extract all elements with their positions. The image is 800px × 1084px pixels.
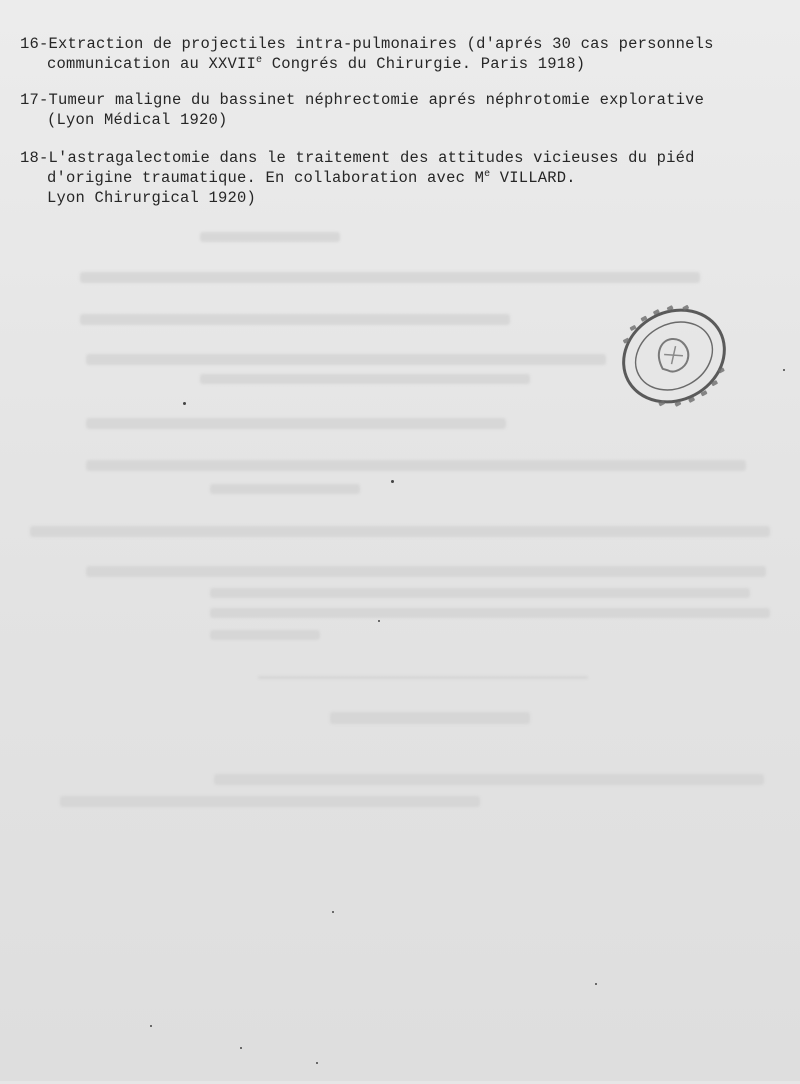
paper-speck	[391, 480, 394, 483]
entry-16-line-2b: Congrés du Chirurgie. Paris 1918)	[262, 55, 586, 73]
oval-ink-stamp-icon	[618, 300, 730, 412]
paper-speck	[316, 1062, 318, 1064]
entry-18-line-2b: VILLARD.	[490, 169, 576, 187]
entry-18-first-line: 18-L'astragalectomie dans le traitement des attitudes vicieuses du piéd	[20, 149, 695, 167]
entry-16-first-line: 16-Extraction de projectiles intra-pulmonaires (d'aprés 30 cas personnels	[20, 35, 714, 53]
paper-speck	[183, 402, 186, 405]
entry-16-superscript: e	[256, 55, 263, 66]
paper-speck	[240, 1047, 242, 1049]
entry-18-third-line: Lyon Chirurgical 1920)	[47, 189, 257, 207]
paper-speck	[150, 1025, 152, 1027]
paper-speck	[595, 983, 597, 985]
publication-list	[20, 34, 790, 208]
entry-17-first-line: 17-Tumeur maligne du bassinet néphrectomie aprés néphrotomie explorative	[20, 91, 705, 109]
paper-speck	[332, 911, 334, 913]
entry-17-second-line: (Lyon Médical 1920)	[47, 111, 228, 129]
publication-entry-16	[20, 34, 790, 74]
publication-entry-17	[20, 90, 790, 130]
entry-16-second-line	[20, 54, 790, 74]
publication-entry-18	[20, 148, 790, 208]
paper-speck	[783, 369, 785, 371]
entry-16-line-2a: communication au XXVII	[47, 55, 257, 73]
entry-18-second-line	[20, 168, 790, 188]
entry-18-line-2a: d'origine traumatique. En collaboration avec M	[47, 169, 485, 187]
entry-18-superscript: e	[484, 169, 491, 180]
paper-speck	[378, 620, 380, 622]
